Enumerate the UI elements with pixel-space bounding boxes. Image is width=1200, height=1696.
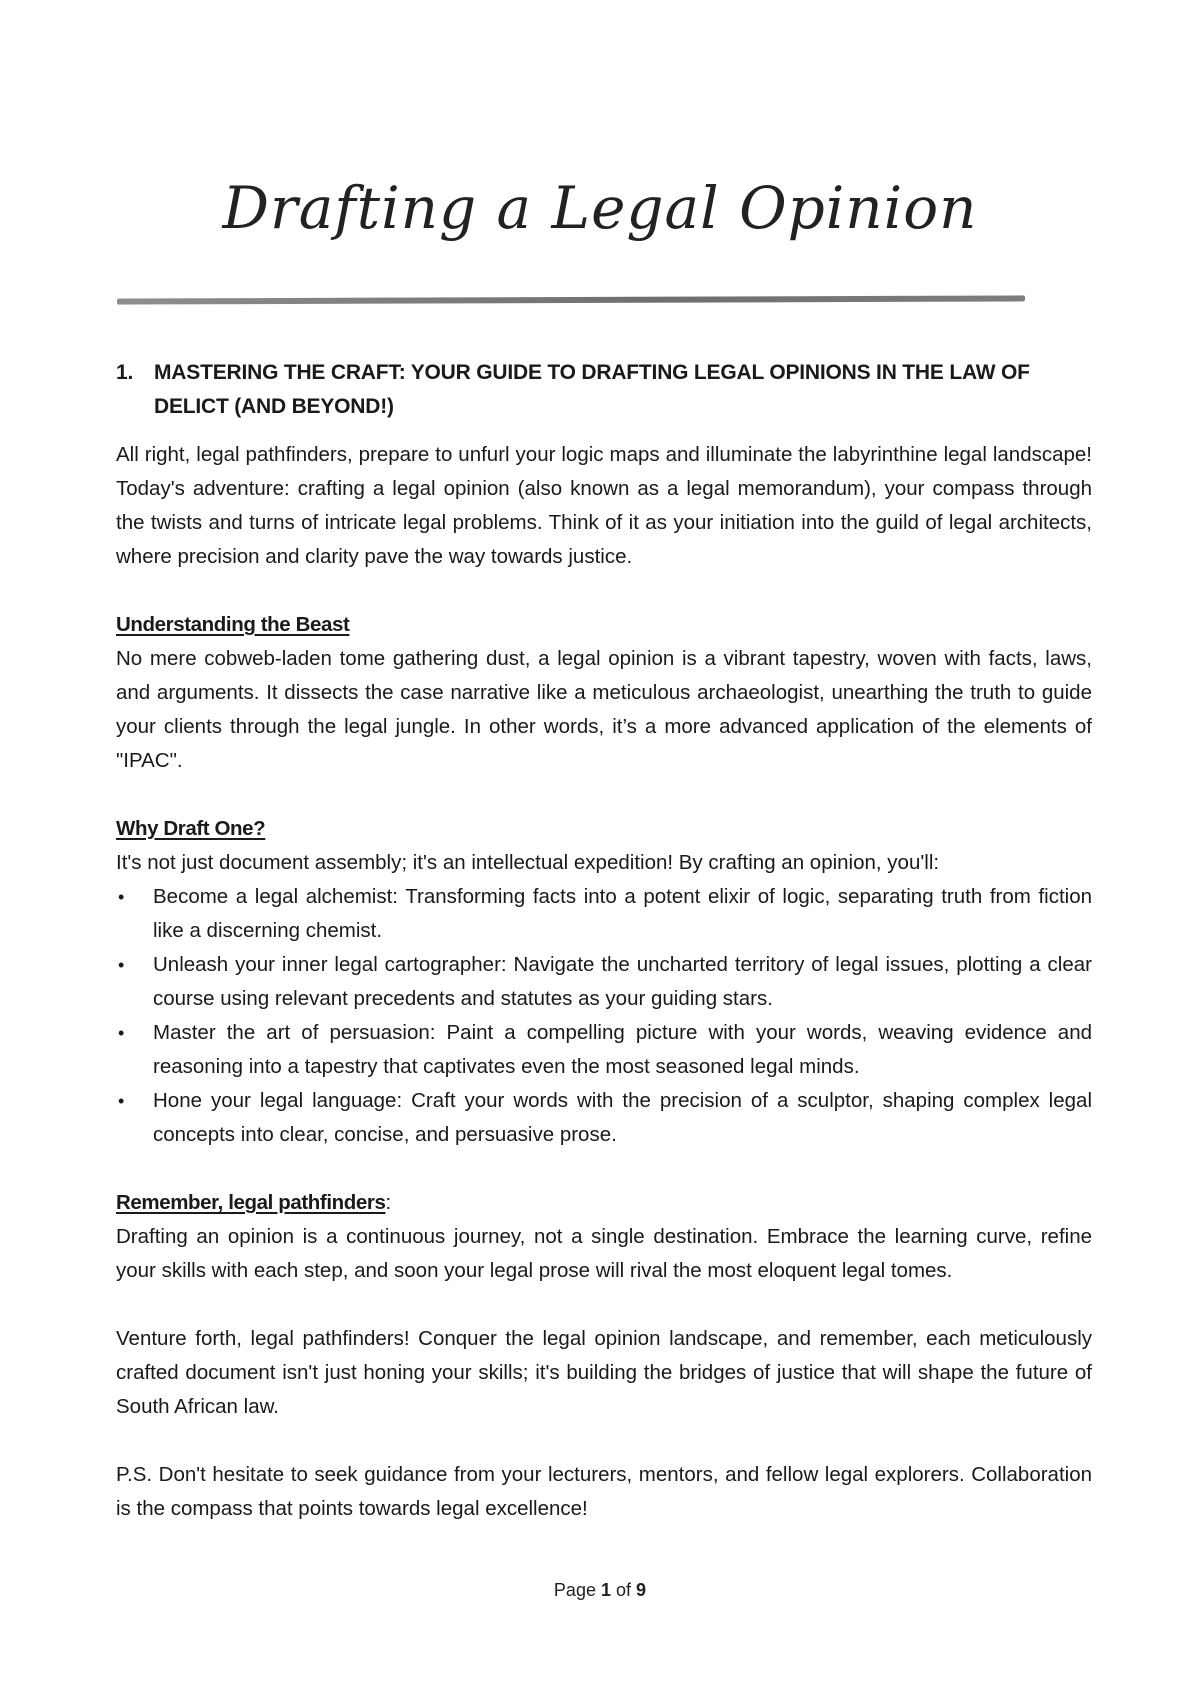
benefits-list	[116, 880, 1092, 1152]
venture-paragraph: Venture forth, legal pathfinders! Conquer the legal opinion landscape, and remember, each meticulously crafted document isn't just honing your skills; it's building the bridges of justice that will shape the future of South African law.	[116, 1327, 1092, 1418]
document-body	[116, 356, 1092, 1526]
understanding-paragraph: No mere cobweb-laden tome gathering dust, a legal opinion is a vibrant tapestry, woven with facts, laws, and arguments. It dissects the case narrative like a meticulous archaeologist, unearthing the truth to guide your clients through the legal jungle. In other words, it’s a more advanced application of the elements of "IPAC".	[116, 647, 1092, 772]
section-number: 1.	[116, 361, 134, 384]
understanding-heading: Understanding the Beast	[116, 613, 350, 636]
document-title: Drafting a Legal Opinion	[222, 174, 978, 242]
page-label: Page	[553, 1580, 596, 1600]
list-item	[116, 1016, 1092, 1084]
list-item-text: Become a legal alchemist: Transforming facts into a potent elixir of logic, separating truth from fiction like a discerning chemist.	[153, 885, 1092, 942]
ps-paragraph: P.S. Don't hesitate to seek guidance from your lecturers, mentors, and fellow legal explorers. Collaboration is the compass that points towards legal excellence!	[116, 1463, 1092, 1520]
total-page-count: 9	[636, 1580, 647, 1600]
title-divider	[117, 295, 1025, 304]
list-item-text: Unleash your inner legal cartographer: Navigate the uncharted territory of legal issues, plotting a clear course using relevant precedents and statutes as your guiding stars.	[153, 953, 1092, 1010]
list-item	[116, 880, 1092, 948]
bullet-icon: •	[118, 887, 125, 907]
remember-paragraph: Drafting an opinion is a continuous journey, not a single destination. Embrace the learning curve, refine your skills with each step, and soon your legal prose will rival the most eloquent legal tomes.	[116, 1225, 1092, 1282]
current-page-number: 1	[600, 1580, 611, 1600]
why-heading: Why Draft One?	[116, 817, 266, 840]
why-section	[116, 812, 1092, 1152]
remember-heading-line	[116, 1186, 1092, 1220]
understanding-section	[116, 608, 1092, 778]
intro-paragraph: All right, legal pathfinders, prepare to unfurl your logic maps and illuminate the labyrinthine legal landscape! Today's adventure: crafting a legal opinion (also known as a legal memorandum), your compass through the twists and turns of intricate legal problems. Think of it as your initiation into the guild of legal architects, where precision and clarity pave the way towards justice.	[116, 443, 1092, 568]
page-footer	[0, 1580, 1200, 1601]
list-item	[116, 948, 1092, 1016]
list-item	[116, 1084, 1092, 1152]
section-heading	[116, 356, 1092, 424]
bullet-icon: •	[118, 1023, 125, 1043]
section-heading-text: MASTERING THE CRAFT: YOUR GUIDE TO DRAFTING LEGAL OPINIONS IN THE LAW OF DELICT (AND BEYOND!)	[154, 361, 1030, 418]
of-label: of	[616, 1580, 632, 1600]
why-lead-paragraph: It's not just document assembly; it's an intellectual expedition! By crafting an opinion, you'll:	[116, 851, 940, 874]
remember-section	[116, 1186, 1092, 1288]
remember-colon: :	[385, 1191, 392, 1214]
bullet-icon: •	[118, 955, 125, 975]
bullet-icon: •	[118, 1091, 125, 1111]
list-item-text: Master the art of persuasion: Paint a compelling picture with your words, weaving evidence and reasoning into a tapestry that captivates even the most seasoned legal minds.	[153, 1021, 1092, 1078]
list-item-text: Hone your legal language: Craft your words with the precision of a sculptor, shaping complex legal concepts into clear, concise, and persuasive prose.	[153, 1089, 1092, 1146]
remember-heading: Remember, legal pathfinders	[116, 1191, 386, 1214]
